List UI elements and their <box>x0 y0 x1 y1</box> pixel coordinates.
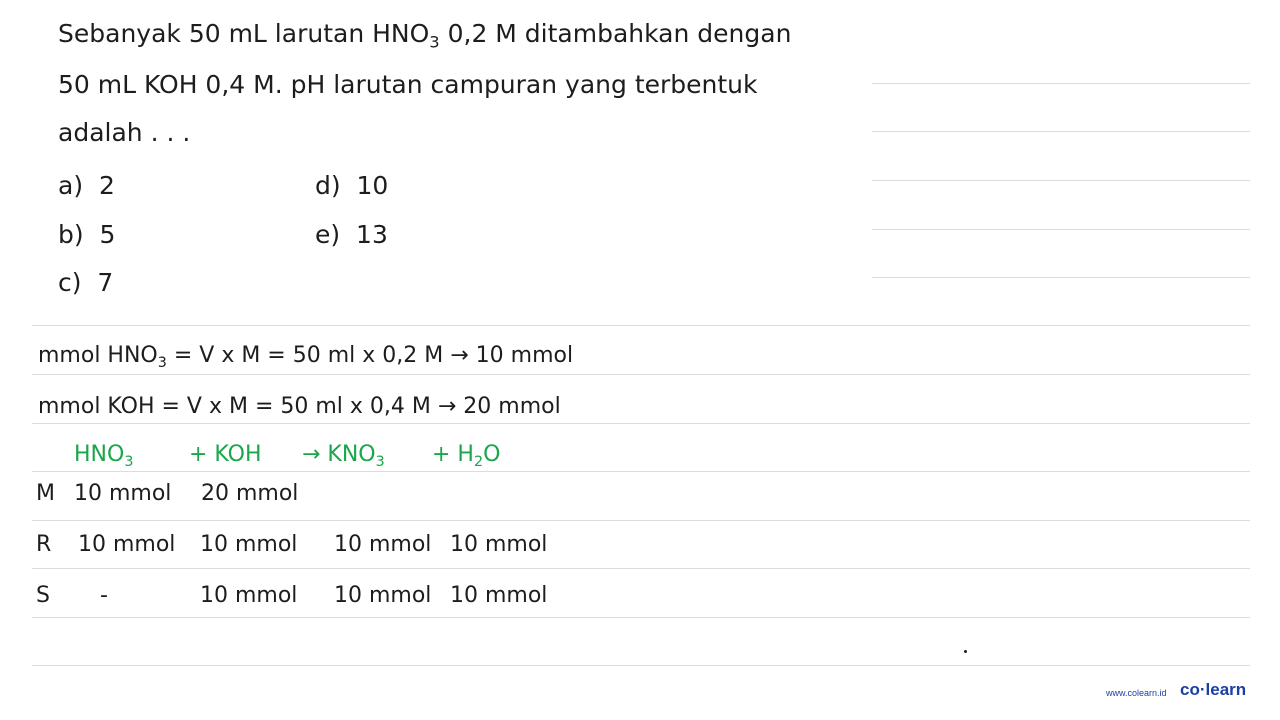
calc-text: mmol HNO <box>38 343 158 368</box>
rule-line <box>32 423 1250 424</box>
rule-line <box>32 374 1250 375</box>
cell: 10 mmol <box>200 532 298 557</box>
reaction-product-h2o <box>432 442 500 468</box>
subscript: 2 <box>473 454 484 470</box>
cell: 10 mmol <box>78 532 176 557</box>
option-e <box>315 220 388 250</box>
option-d <box>315 171 388 201</box>
option-a <box>58 171 115 201</box>
cell: 10 mmol <box>74 481 172 506</box>
rule-line <box>32 617 1250 618</box>
subscript: 3 <box>429 32 440 52</box>
calc-hno3 <box>38 343 573 369</box>
cell: - <box>100 583 108 608</box>
option-value: 10 <box>356 171 389 200</box>
stray-dot <box>964 650 967 653</box>
formula: → KNO <box>302 442 376 467</box>
logo-part: learn <box>1205 680 1247 699</box>
row-label: M <box>36 481 55 506</box>
option-label: b) <box>58 220 84 249</box>
calc-koh: mmol KOH = V x M = 50 ml x 0,4 M → 20 mmol <box>38 394 561 419</box>
rule-line <box>32 471 1250 472</box>
rule-line <box>32 325 1250 326</box>
question-line-3: adalah . . . <box>58 118 191 147</box>
option-b <box>58 220 115 250</box>
rule-line <box>872 131 1250 132</box>
reaction-reactant-hno3 <box>74 442 133 468</box>
cell: 10 mmol <box>200 583 298 608</box>
cell: 10 mmol <box>334 583 432 608</box>
rule-line <box>32 520 1250 521</box>
question-line-2: 50 mL KOH 0,4 M. pH larutan campuran yang terbentuk <box>58 70 758 99</box>
option-label: c) <box>58 268 82 297</box>
question-text: Sebanyak 50 mL larutan HNO <box>58 19 430 48</box>
cell: 20 mmol <box>201 481 299 506</box>
reaction-reactant-koh: + KOH <box>189 442 262 467</box>
option-value: 5 <box>99 220 116 249</box>
rule-line <box>872 229 1250 230</box>
footer-url: www.colearn.id <box>1106 688 1167 698</box>
row-label: R <box>36 532 52 557</box>
logo-dot: · <box>1199 680 1206 699</box>
option-c <box>58 268 113 298</box>
option-value: 13 <box>356 220 388 249</box>
formula: + H <box>432 442 474 467</box>
question-line-1 <box>58 19 792 52</box>
subscript: 3 <box>124 454 134 470</box>
rule-line <box>872 277 1250 278</box>
reaction-product-kno3 <box>302 442 385 468</box>
rule-line <box>32 568 1250 569</box>
subscript: 3 <box>375 454 385 470</box>
question-text: 0,2 M ditambahkan dengan <box>439 19 792 48</box>
rule-line <box>32 665 1250 666</box>
cell: 10 mmol <box>334 532 432 557</box>
rule-line <box>872 180 1250 181</box>
option-value: 7 <box>97 268 114 297</box>
row-label: S <box>36 583 50 608</box>
cell: 10 mmol <box>450 532 548 557</box>
logo-part: co <box>1180 680 1200 699</box>
formula: HNO <box>74 442 125 467</box>
calc-text: = V x M = 50 ml x 0,2 M → 10 mmol <box>166 343 574 368</box>
colearn-logo <box>1180 680 1246 700</box>
option-label: e) <box>315 220 341 249</box>
cell: 10 mmol <box>450 583 548 608</box>
option-value: 2 <box>98 171 115 200</box>
rule-line <box>872 83 1250 84</box>
option-label: a) <box>58 171 84 200</box>
option-label: d) <box>315 171 341 200</box>
formula: O <box>483 442 501 467</box>
subscript: 3 <box>157 355 167 371</box>
